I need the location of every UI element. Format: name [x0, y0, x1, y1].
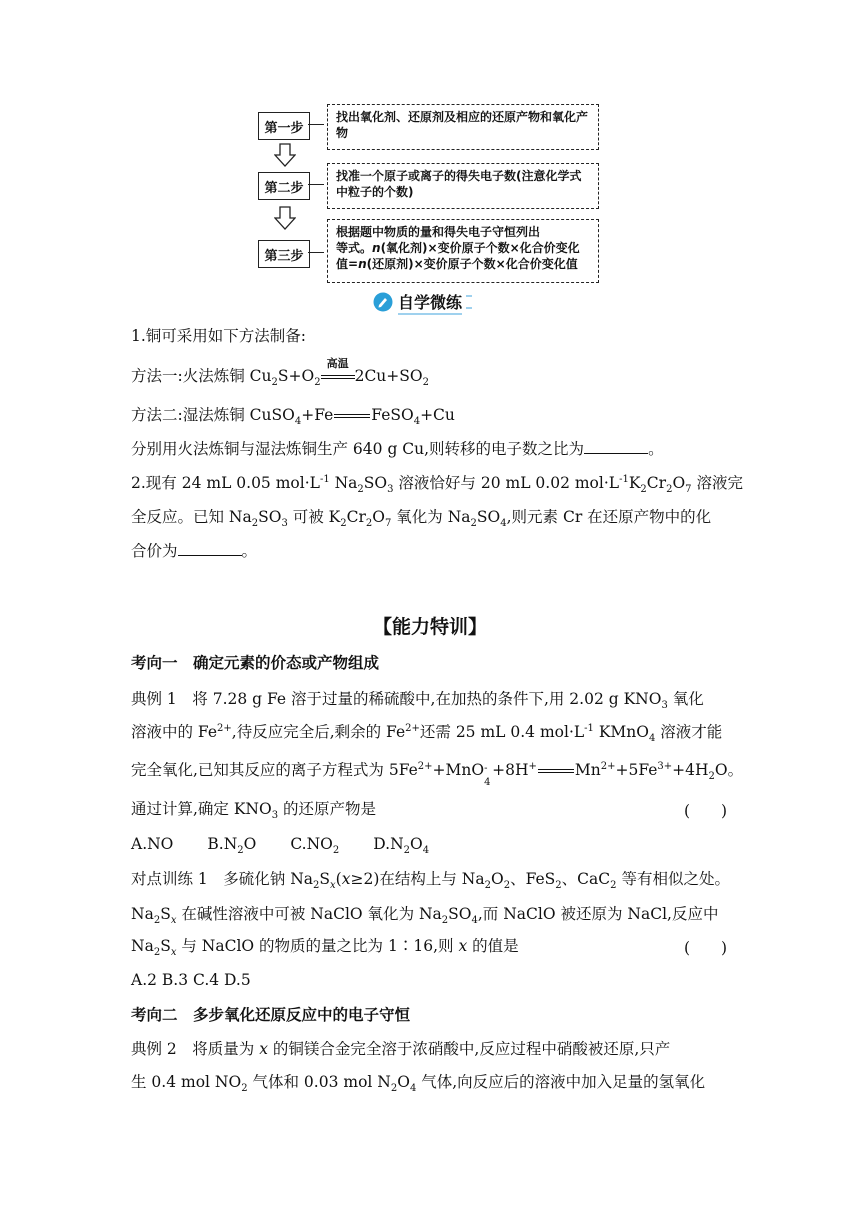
example-1-question: 通过计算,确定 $KNO_3$ 的还原产物是	[131, 800, 377, 822]
step-1-label: 第一步	[264, 120, 304, 136]
self-study-banner	[373, 291, 472, 313]
banner-title: 自学微练	[398, 290, 462, 315]
arrow-down-icon	[274, 143, 296, 167]
option-c[interactable]: $C.NO_2$	[290, 835, 340, 857]
option-d[interactable]: $D.N_2O_4$	[373, 835, 430, 857]
answer-blank[interactable]	[584, 439, 648, 454]
step-2-label: 第二步	[264, 180, 304, 196]
step-3-box	[258, 240, 310, 268]
example-2-line-2: 生 0.4 mol $NO_2$ 气体和 0.03 mol $N_2O_4$ 气体,向反应后的溶液中加入足量的氢氧化	[131, 1073, 706, 1095]
topic-2-heading: 考向二 多步氧化还原反应中的电子守恒	[131, 1006, 411, 1024]
example-2-line-1: 典例 2 将质量为 x 的铜镁合金完全溶于浓硝酸中,反应过程中硝酸被还原,只产	[131, 1040, 671, 1058]
training-1-line-1: 对点训练 1 多硫化钠 $Na_2S_x(x\ge 2)$在结构上与 $Na_2O_2$、FeS$_2$、CaC$_2$ 等有相似之处。	[131, 870, 730, 892]
step-2-description: 找准一个原子或离子的得失电子数(注意化学式中粒子的个数)	[327, 163, 599, 209]
training-1-line-2: $Na_2S_x$ 在碱性溶液中可被 NaClO 氧化为 $Na_2SO_4$,而 NaClO 被还原为 NaCl,反应中	[131, 905, 719, 927]
step-2-box	[258, 172, 310, 200]
q1-method-1: 方法一:火法炼铜 $Cu_2S+O_2$ 高温 $2Cu+SO_2$	[131, 357, 429, 389]
training-1-line-3: $Na_2S_x$ 与 NaClO 的物质的量之比为 1∶16,则 x 的值是	[131, 937, 519, 959]
arrow-right-icon	[308, 252, 324, 253]
arrow-right-icon	[308, 124, 324, 125]
option-a[interactable]: A.NO	[131, 835, 174, 853]
section-title: 【能力特训】	[372, 616, 487, 638]
step-3-description: 根据题中物质的量和得失电子守恒列出 等式。n(氧化剂)×变价原子个数×化合价变化 值=n(还原剂)×变价原子个数×化合价变化值	[327, 219, 599, 283]
topic-1-heading: 考向一 确定元素的价态或产物组成	[131, 654, 380, 672]
q2-line-1: 2.现有 24 mL 0.05 $mol\cdot L^{-1}$ $Na_2SO_3$ 溶液恰好与 20 mL 0.02 $mol\cdot L^{-1}K_2Cr_2O_7$ 溶液完	[131, 473, 743, 496]
answer-blank[interactable]	[178, 541, 242, 556]
answer-parentheses[interactable]: ( )	[684, 802, 728, 820]
example-1-line-1: 典例 1 将 7.28 g Fe 溶于过量的稀硫酸中,在加热的条件下,用 2.02 g $KNO_3$ 氧化	[131, 690, 704, 712]
arrow-down-icon	[274, 206, 296, 230]
banner-decoration	[466, 295, 472, 309]
equals-arrow	[334, 414, 370, 418]
q1-question: 分别用火法炼铜与湿法炼铜生产 640 g Cu,则转移的电子数之比为 。	[131, 440, 664, 458]
step-1-description: 找出氧化剂、还原剂及相应的还原产物和氧化产物	[327, 104, 599, 150]
answer-parentheses[interactable]: ( )	[684, 939, 728, 957]
q2-line-3: 合价为 。	[131, 542, 258, 560]
pencil-circle-icon	[373, 292, 393, 312]
example-1-line-2: 溶液中的 $Fe^{2+}$,待反应完全后,剩余的 $Fe^{2+}$还需 25 mL 0.4 $mol\cdot L^{-1}$ KMnO$_4$ 溶液才能	[131, 722, 723, 745]
q1-intro: 1.铜可采用如下方法制备:	[131, 327, 307, 345]
q1-method-2: 方法二:湿法炼铜 CuSO$_4$+Fe FeSO$_4$+Cu	[131, 406, 455, 428]
reaction-condition-arrow: 高温	[321, 366, 355, 386]
step-1-box	[258, 112, 310, 140]
arrow-right-icon	[308, 184, 324, 185]
example-1-equation: 完全氧化,已知其反应的离子方程式为 $5Fe^{2+}+MnO$ - 4 +8H+ $Mn^{2+}+5Fe^{3+}+4H_2O$。	[131, 760, 744, 788]
example-1-options	[131, 834, 430, 857]
equals-arrow	[538, 769, 574, 773]
training-1-options[interactable]: A.2 B.3 C.4 D.5	[131, 971, 251, 989]
q2-line-2: 全反应。已知 $Na_2SO_3$ 可被 $K_2Cr_2O_7$ 氧化为 $Na_2SO_4$,则元素 Cr 在还原产物中的化	[131, 508, 712, 530]
option-b[interactable]: $B.N_2O$	[207, 835, 257, 857]
step-3-label: 第三步	[264, 248, 304, 264]
